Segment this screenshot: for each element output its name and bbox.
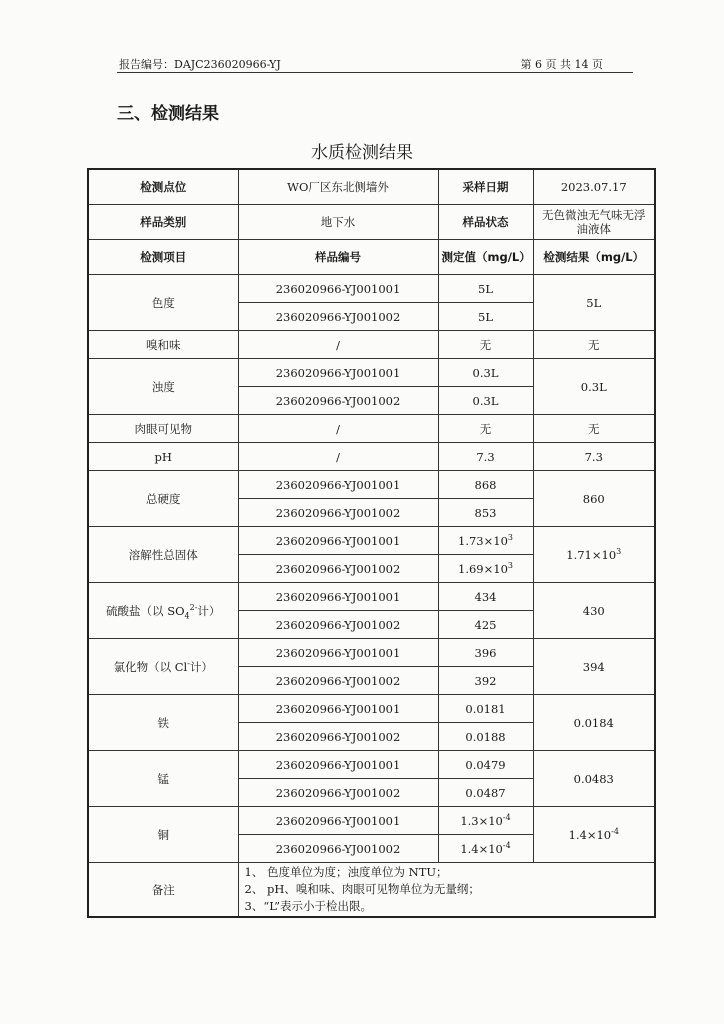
- page-number: 第 6 页 共 14 页: [520, 58, 603, 71]
- state-label: 样品状态: [438, 205, 533, 240]
- result-value: 5L: [533, 275, 655, 331]
- table-row-iron: [88, 695, 655, 723]
- sample-no: 236020966-YJ001002: [238, 835, 438, 863]
- table-row-chloride: [88, 639, 655, 667]
- result-value: 无: [533, 331, 655, 359]
- result-value: 0.0184: [533, 695, 655, 751]
- remarks-row: [88, 863, 655, 918]
- table-row-tds: [88, 527, 655, 555]
- item-name: 溶解性总固体: [88, 527, 238, 583]
- type-value: 地下水: [238, 205, 438, 240]
- measured-value: 0.0479: [438, 751, 533, 779]
- sample-no: 236020966-YJ001001: [238, 527, 438, 555]
- measured-value: 无: [438, 415, 533, 443]
- sample-no: /: [238, 331, 438, 359]
- info-row-type: [88, 205, 655, 240]
- item-name: 色度: [88, 275, 238, 331]
- table-row-ph: [88, 443, 655, 471]
- col-measured: 测定值（mg/L）: [438, 240, 533, 275]
- measured-value: 5L: [438, 275, 533, 303]
- table-row-hardness: [88, 471, 655, 499]
- sample-no: /: [238, 415, 438, 443]
- date-value: 2023.07.17: [533, 169, 655, 205]
- measured-value: 无: [438, 331, 533, 359]
- info-row-point: [88, 169, 655, 205]
- measured-value: $1.73\times 10^3$: [438, 527, 533, 555]
- col-result: 检测结果（mg/L）: [533, 240, 655, 275]
- result-value: 860: [533, 471, 655, 527]
- item-name: 铁: [88, 695, 238, 751]
- measured-value: 396: [438, 639, 533, 667]
- sample-no: 236020966-YJ001002: [238, 667, 438, 695]
- measured-value: $1.69\times 10^3$: [438, 555, 533, 583]
- measured-value: 853: [438, 499, 533, 527]
- measured-value: 0.0487: [438, 779, 533, 807]
- measured-value: 0.3L: [438, 359, 533, 387]
- measured-value: 5L: [438, 303, 533, 331]
- page-header: [117, 56, 633, 73]
- sample-no: 236020966-YJ001002: [238, 723, 438, 751]
- col-sample-no: 样品编号: [238, 240, 438, 275]
- sample-no: 236020966-YJ001002: [238, 555, 438, 583]
- point-value: WO厂区东北侧墙外: [238, 169, 438, 205]
- item-name: 肉眼可见物: [88, 415, 238, 443]
- point-label: 检测点位: [88, 169, 238, 205]
- sample-no: 236020966-YJ001001: [238, 471, 438, 499]
- sample-no: 236020966-YJ001001: [238, 751, 438, 779]
- sample-no: 236020966-YJ001001: [238, 275, 438, 303]
- table-title: 水质检测结果: [311, 143, 413, 163]
- measured-value: 868: [438, 471, 533, 499]
- results-table: [87, 168, 656, 918]
- sample-no: 236020966-YJ001002: [238, 611, 438, 639]
- result-value: 0.0483: [533, 751, 655, 807]
- item-name: pH: [88, 443, 238, 471]
- sample-no: 236020966-YJ001001: [238, 807, 438, 835]
- remarks-label: 备注: [88, 863, 238, 918]
- sample-no: 236020966-YJ001002: [238, 303, 438, 331]
- result-value: 7.3: [533, 443, 655, 471]
- sample-no: 236020966-YJ001001: [238, 359, 438, 387]
- result-value: $1.71\times 10^3$: [533, 527, 655, 583]
- table-row-sulfate: [88, 583, 655, 611]
- result-value: 0.3L: [533, 359, 655, 415]
- item-name: 浊度: [88, 359, 238, 415]
- measured-value: $1.3\times 10^{-4}$: [438, 807, 533, 835]
- measured-value: 0.0181: [438, 695, 533, 723]
- remarks-content: [238, 863, 655, 918]
- table-row-manganese: [88, 751, 655, 779]
- table-row-odor: [88, 331, 655, 359]
- remark-line-1: 1、 色度单位为度；浊度单位为 NTU；: [244, 865, 448, 879]
- state-value: 无色微浊无气味无浮油液体: [533, 205, 655, 240]
- measured-value: 0.0188: [438, 723, 533, 751]
- date-label: 采样日期: [438, 169, 533, 205]
- column-header-row: [88, 240, 655, 275]
- item-name: 嗅和味: [88, 331, 238, 359]
- measured-value: 7.3: [438, 443, 533, 471]
- item-name: 总硬度: [88, 471, 238, 527]
- result-value: 无: [533, 415, 655, 443]
- report-number: 报告编号：DAJC236020966-YJ: [119, 58, 281, 71]
- sample-no: 236020966-YJ001002: [238, 387, 438, 415]
- result-value: 394: [533, 639, 655, 695]
- item-name: 氯化物（以 Cl-计）: [88, 639, 238, 695]
- sample-no: 236020966-YJ001002: [238, 499, 438, 527]
- col-item: 检测项目: [88, 240, 238, 275]
- result-value: $1.4\times 10^{-4}$: [533, 807, 655, 863]
- measured-value: 425: [438, 611, 533, 639]
- item-name: 锰: [88, 751, 238, 807]
- table-row-turbidity: [88, 359, 655, 387]
- remark-line-3: 3、“L”表示小于检出限。: [244, 899, 372, 913]
- result-value: 430: [533, 583, 655, 639]
- table-row-copper: [88, 807, 655, 835]
- sample-no: 236020966-YJ001001: [238, 583, 438, 611]
- measured-value: $1.4\times 10^{-4}$: [438, 835, 533, 863]
- item-name: 铜: [88, 807, 238, 863]
- sample-no: 236020966-YJ001001: [238, 639, 438, 667]
- measured-value: 434: [438, 583, 533, 611]
- table-row-visible: [88, 415, 655, 443]
- measured-value: 392: [438, 667, 533, 695]
- section-title: 三、检测结果: [117, 104, 219, 124]
- sample-no: 236020966-YJ001002: [238, 779, 438, 807]
- remark-line-2: 2、 pH、嗅和味、肉眼可见物单位为无量纲；: [244, 882, 480, 896]
- sample-no: 236020966-YJ001001: [238, 695, 438, 723]
- type-label: 样品类别: [88, 205, 238, 240]
- sample-no: /: [238, 443, 438, 471]
- item-name: 硫酸盐（以 $SO_4^{2-}$计）: [88, 583, 238, 639]
- table-row-color: [88, 275, 655, 303]
- measured-value: 0.3L: [438, 387, 533, 415]
